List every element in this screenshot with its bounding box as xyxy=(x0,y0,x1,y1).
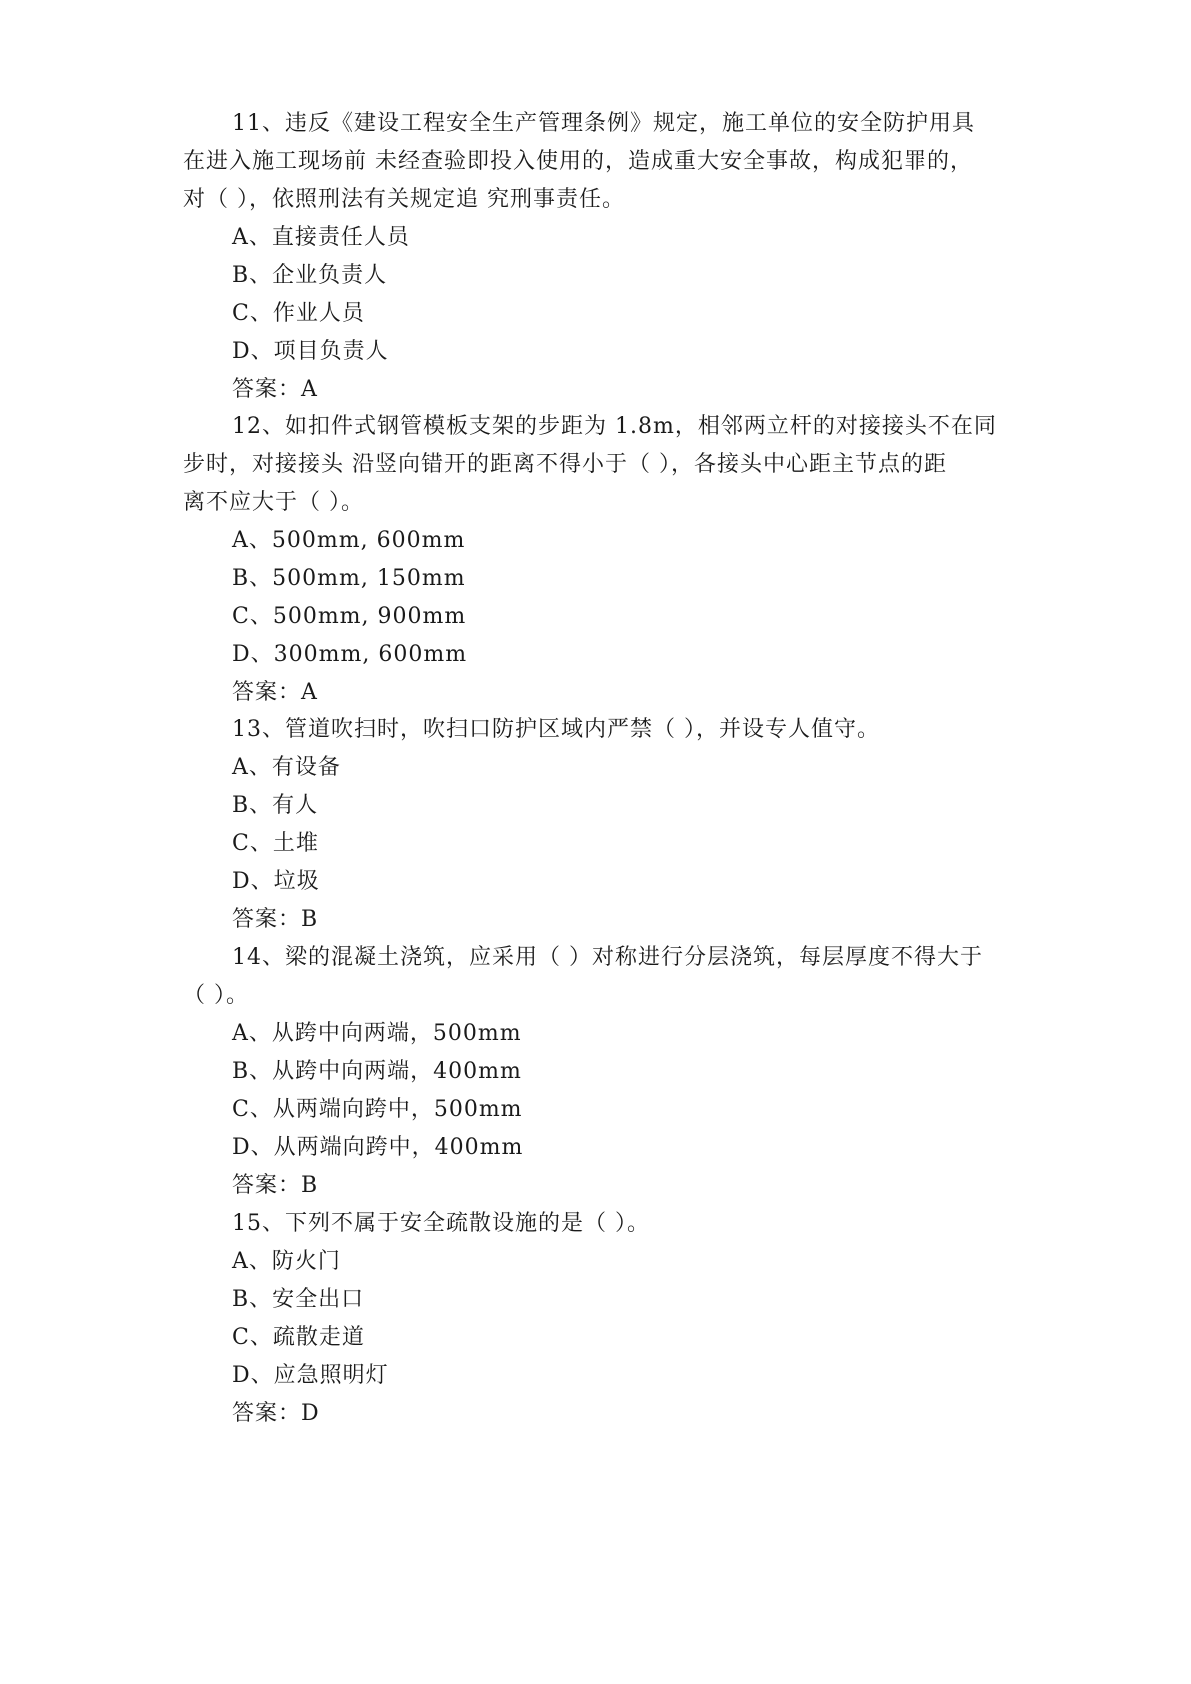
question-stem-line: 步时，对接接头 沿竖向错开的距离不得小于（ ），各接头中心距主节点的距 xyxy=(183,452,947,477)
option-c: C、500mm, 900mm xyxy=(232,604,467,629)
option-d: D、项目负责人 xyxy=(232,339,389,364)
question-stem-line: （ ）。 xyxy=(183,983,249,1008)
question-stem-line: 对（ ），依照刑法有关规定追 究刑事责任。 xyxy=(183,187,625,212)
answer-line: 答案：D xyxy=(232,1401,320,1426)
option-b: B、企业负责人 xyxy=(232,263,388,288)
option-d: D、从两端向跨中，400mm xyxy=(232,1135,524,1160)
option-b: B、有人 xyxy=(232,793,319,818)
option-a: A、有设备 xyxy=(232,755,341,780)
option-b: B、500mm, 150mm xyxy=(232,566,466,591)
question-stem-line: 在进入施工现场前 未经查验即投入使用的，造成重大安全事故，构成犯罪的， xyxy=(183,149,973,174)
option-d: D、垃圾 xyxy=(232,869,320,894)
question-stem-line: 11、违反《建设工程安全生产管理条例》规定，施工单位的安全防护用具 xyxy=(232,111,975,136)
question-stem-line: 14、梁的混凝土浇筑，应采用（ ）对称进行分层浇筑，每层厚度不得大于 xyxy=(232,945,983,970)
option-d: D、300mm, 600mm xyxy=(232,642,468,667)
option-a: A、防火门 xyxy=(232,1249,341,1274)
answer-line: 答案：B xyxy=(232,907,319,932)
answer-line: 答案：A xyxy=(232,377,318,402)
option-c: C、从两端向跨中，500mm xyxy=(232,1097,523,1122)
answer-line: 答案：A xyxy=(232,680,318,705)
option-c: C、土堆 xyxy=(232,831,319,856)
option-a: A、直接责任人员 xyxy=(232,225,410,250)
option-c: C、疏散走道 xyxy=(232,1325,365,1350)
answer-line: 答案：B xyxy=(232,1173,319,1198)
question-stem-line: 13、管道吹扫时，吹扫口防护区域内严禁（ ），并设专人值守。 xyxy=(232,717,880,742)
option-c: C、作业人员 xyxy=(232,301,365,326)
question-stem-line: 12、如扣件式钢管模板支架的步距为 1.8m，相邻两立杆的对接接头不在同 xyxy=(232,414,997,439)
option-b: B、从跨中向两端，400mm xyxy=(232,1059,522,1084)
question-stem-line: 离不应大于（ ）。 xyxy=(183,490,364,515)
question-stem-line: 15、下列不属于安全疏散设施的是（ ）。 xyxy=(232,1211,650,1236)
option-a: A、500mm, 600mm xyxy=(232,528,466,553)
option-b: B、安全出口 xyxy=(232,1287,365,1312)
option-d: D、应急照明灯 xyxy=(232,1363,389,1388)
option-a: A、从跨中向两端，500mm xyxy=(232,1021,522,1046)
